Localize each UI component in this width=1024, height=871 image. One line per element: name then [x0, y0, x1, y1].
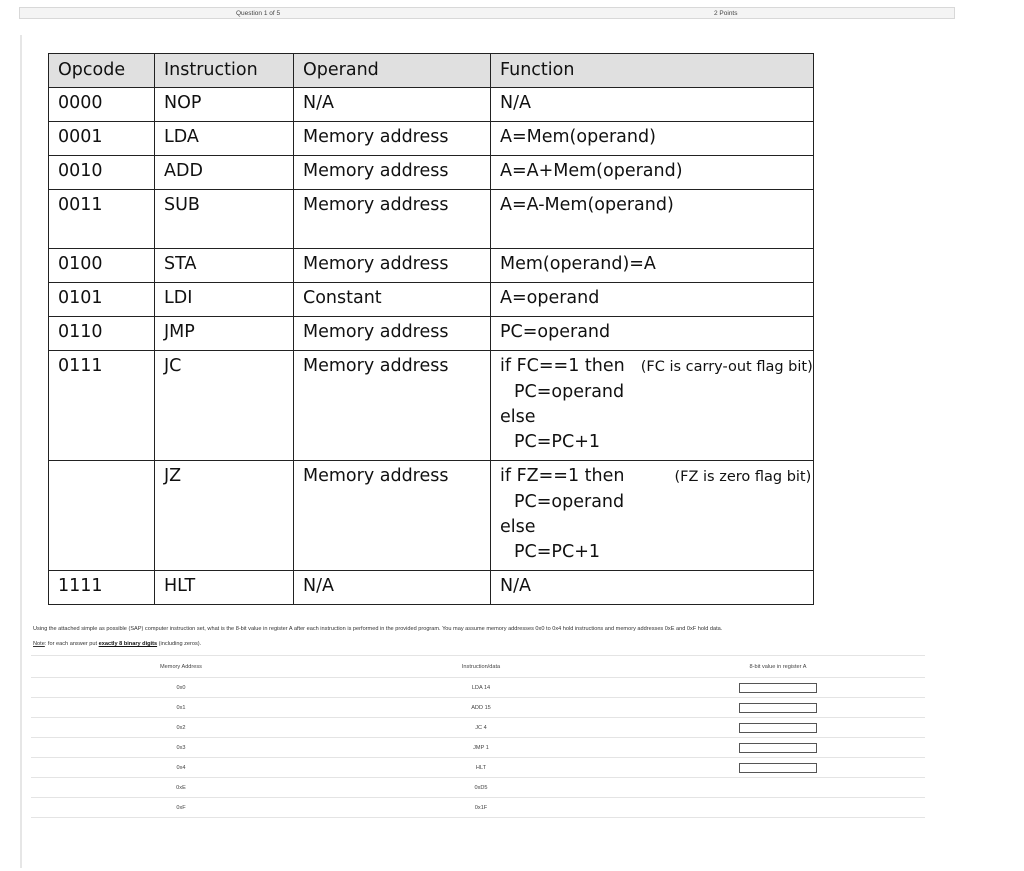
isa-operand: Memory address	[294, 249, 491, 283]
isa-row-hlt	[49, 571, 814, 605]
isa-row-nop	[49, 88, 814, 122]
answer-input-0x4[interactable]	[739, 763, 817, 773]
isa-function	[491, 351, 814, 461]
isa-function: N/A	[491, 571, 814, 605]
isa-instruction: JMP	[155, 317, 294, 351]
answer-input-0x0[interactable]	[739, 683, 817, 693]
isa-opcode: 0111	[49, 351, 155, 461]
isa-operand: N/A	[294, 571, 491, 605]
question-points: 2 Points	[714, 10, 738, 17]
isa-operand: Memory address	[294, 351, 491, 461]
answer-input-0x1[interactable]	[739, 703, 817, 713]
note-prefix: : for each answer put	[44, 641, 99, 647]
answer-cell-empty	[631, 798, 925, 818]
memory-content: 0xD5	[331, 778, 631, 798]
program-row	[31, 798, 925, 818]
isa-row-add	[49, 156, 814, 190]
memory-address: 0x4	[31, 758, 331, 778]
isa-operand: Memory address	[294, 461, 491, 571]
program-header-content: Instruction/data	[331, 656, 631, 678]
flag-note: (FC is carry-out flag bit)	[640, 359, 813, 375]
answer-input-0x2[interactable]	[739, 723, 817, 733]
program-row	[31, 758, 925, 778]
isa-instruction: NOP	[155, 88, 294, 122]
isa-row-jmp	[49, 317, 814, 351]
memory-content: LDA 14	[331, 678, 631, 698]
isa-operand: N/A	[294, 88, 491, 122]
isa-instruction: LDA	[155, 122, 294, 156]
isa-opcode: 1111	[49, 571, 155, 605]
program-row	[31, 718, 925, 738]
question-prompt: Using the attached simple as possible (SAP) computer instruction set, what is the 8-bit value in register A after each instruction is performed in the provided program. You may assume memory addresses 0x0 to 0x4 hold instructions and memory addresses 0xE and 0xF hold data.	[33, 626, 723, 632]
question-header-bar	[19, 7, 955, 19]
function-line: PC=PC+1	[514, 432, 601, 452]
program-header-answer: 8-bit value in register A	[631, 656, 925, 678]
isa-instruction: JC	[155, 351, 294, 461]
isa-row-lda	[49, 122, 814, 156]
isa-opcode: 0000	[49, 88, 155, 122]
isa-opcode	[49, 461, 155, 571]
program-table	[31, 655, 925, 818]
memory-content: JC 4	[331, 718, 631, 738]
function-line	[500, 354, 813, 380]
isa-row-jc	[49, 351, 814, 461]
isa-function: PC=operand	[491, 317, 814, 351]
memory-address: 0x0	[31, 678, 331, 698]
answer-cell	[631, 758, 925, 778]
isa-function: A=Mem(operand)	[491, 122, 814, 156]
function-line: PC=PC+1	[514, 542, 601, 562]
isa-instruction: STA	[155, 249, 294, 283]
memory-address: 0x1	[31, 698, 331, 718]
answer-cell	[631, 678, 925, 698]
isa-header-function: Function	[491, 54, 814, 88]
isa-instruction: SUB	[155, 190, 294, 249]
flag-note: (FZ is zero flag bit)	[674, 469, 812, 485]
isa-opcode: 0101	[49, 283, 155, 317]
isa-row-ldi	[49, 283, 814, 317]
question-counter: Question 1 of 5	[236, 10, 281, 17]
function-condition: if FC==1 then	[500, 356, 625, 376]
isa-operand: Memory address	[294, 156, 491, 190]
isa-function: N/A	[491, 88, 814, 122]
answer-cell	[631, 698, 925, 718]
answer-cell	[631, 718, 925, 738]
function-line	[500, 464, 813, 490]
memory-address: 0xF	[31, 798, 331, 818]
function-line: PC=operand	[514, 492, 625, 512]
isa-function: A=operand	[491, 283, 814, 317]
isa-row-sta	[49, 249, 814, 283]
function-line: else	[500, 407, 536, 427]
isa-instruction: JZ	[155, 461, 294, 571]
answer-input-0x3[interactable]	[739, 743, 817, 753]
answer-cell	[631, 738, 925, 758]
left-rail	[20, 35, 22, 868]
memory-content: JMP 1	[331, 738, 631, 758]
isa-row-jz	[49, 461, 814, 571]
memory-content: 0x1F	[331, 798, 631, 818]
isa-instruction: ADD	[155, 156, 294, 190]
isa-header-operand: Operand	[294, 54, 491, 88]
memory-address: 0xE	[31, 778, 331, 798]
memory-content: HLT	[331, 758, 631, 778]
answer-note	[33, 641, 201, 647]
note-suffix: (including zeros).	[157, 641, 202, 647]
isa-header-opcode: Opcode	[49, 54, 155, 88]
isa-opcode: 0100	[49, 249, 155, 283]
isa-opcode: 0011	[49, 190, 155, 249]
isa-opcode: 0001	[49, 122, 155, 156]
isa-operand: Memory address	[294, 122, 491, 156]
function-line: PC=operand	[514, 382, 625, 402]
memory-address: 0x2	[31, 718, 331, 738]
isa-function: A=A+Mem(operand)	[491, 156, 814, 190]
program-row	[31, 678, 925, 698]
program-header-row	[31, 656, 925, 678]
memory-content: ADD 15	[331, 698, 631, 718]
isa-instruction: LDI	[155, 283, 294, 317]
instruction-set-table	[48, 53, 814, 605]
isa-operand: Memory address	[294, 190, 491, 249]
isa-function: Mem(operand)=A	[491, 249, 814, 283]
function-line: else	[500, 517, 536, 537]
isa-function: A=A-Mem(operand)	[491, 190, 814, 249]
isa-opcode: 0010	[49, 156, 155, 190]
isa-row-sub	[49, 190, 814, 249]
note-emphasis: exactly 8 binary digits	[98, 641, 158, 647]
program-header-address: Memory Address	[31, 656, 331, 678]
memory-address: 0x3	[31, 738, 331, 758]
isa-instruction: HLT	[155, 571, 294, 605]
isa-opcode: 0110	[49, 317, 155, 351]
answer-cell-empty	[631, 778, 925, 798]
program-row	[31, 698, 925, 718]
isa-function	[491, 461, 814, 571]
isa-header-row	[49, 54, 814, 88]
isa-operand: Constant	[294, 283, 491, 317]
isa-operand: Memory address	[294, 317, 491, 351]
program-row	[31, 778, 925, 798]
isa-header-instruction: Instruction	[155, 54, 294, 88]
note-label: Note	[33, 641, 45, 647]
function-condition: if FZ==1 then	[500, 466, 625, 486]
program-row	[31, 738, 925, 758]
